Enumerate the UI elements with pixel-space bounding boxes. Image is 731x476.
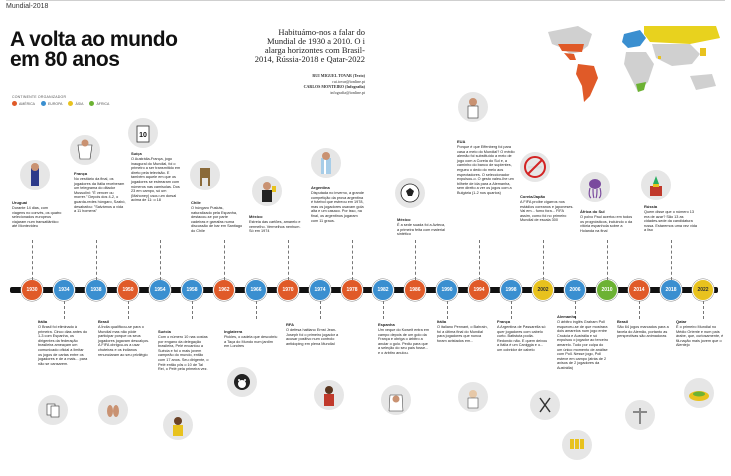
note-name: Uruguai [12, 200, 28, 205]
note-brasil-50 [98, 320, 150, 357]
map-south-america [576, 64, 598, 102]
illustration-kremlin [641, 170, 671, 200]
note-text: O húngaro Puskás, naturalizado pela Espanha, destacou-se por parte cadeiras e garrafas numa discussão de bar em Santiago do Chile [191, 206, 243, 234]
note-qatar [676, 320, 724, 348]
note-name: Chile [191, 200, 201, 205]
illustration-christ-redeemer [625, 400, 655, 430]
legend-swatch [41, 101, 46, 106]
note-africa-sul [580, 210, 634, 233]
note-mexico-70 [249, 215, 301, 234]
intro-text: Habituámo-nos a falar do Mundial de 1930 a 2010. O i alarga horizontes com Brasil-2014, Rússia-2018 e Qatar-2022 [254, 27, 365, 64]
legend-label: AMÉRICA [19, 101, 35, 106]
year-marker-1930: 1930 [21, 279, 43, 301]
note-name: Alemanha [557, 314, 577, 319]
illustration-cards [38, 395, 68, 425]
designer-email: infografia@ionline.pt [330, 89, 365, 95]
note-text: Estreia das cartões, amarelo e vermelho. Vermelhos nenhum. Só em 1974 [249, 220, 301, 234]
note-name: Itália [38, 319, 48, 324]
note-eua [457, 140, 515, 196]
note-uruguai [12, 201, 62, 229]
legend-label: ÁFRICA [96, 101, 110, 106]
year-marker-2010: 2010 [596, 279, 618, 301]
note-franca [74, 172, 126, 214]
year-marker-1978: 1978 [341, 279, 363, 301]
note-argentina [311, 186, 365, 223]
illustration-bare-feet [98, 395, 128, 425]
connector-line [703, 301, 704, 319]
headline-line-1: A volta ao mundo [10, 28, 178, 51]
connector-line [160, 240, 161, 280]
connector-line [256, 301, 257, 319]
year-marker-2022: 2022 [692, 279, 714, 301]
map-usa [558, 44, 584, 52]
legend-item [12, 101, 35, 106]
note-name: Rússia [644, 204, 658, 209]
year-marker-1938: 1938 [85, 279, 107, 301]
continent-legend [12, 95, 109, 106]
year-marker-1998: 1998 [500, 279, 522, 301]
year-marker-2018: 2018 [660, 279, 682, 301]
note-name: França [497, 319, 511, 324]
illustration-player-franca [70, 135, 100, 165]
note-text: O polvo Paul acertou em todos os prognósticos, incluindo o da vitória espanhola sobre a Holanda na final [580, 215, 633, 233]
year-marker-1954: 1954 [149, 279, 171, 301]
illustration-yellow-cards [562, 430, 592, 460]
credits [250, 73, 365, 95]
world-map [540, 20, 726, 105]
legend-item [68, 101, 83, 106]
illustration-no-smoking [520, 152, 550, 182]
connector-line [383, 301, 384, 319]
note-name: África do Sul [580, 209, 605, 214]
illustration-referee-cards [252, 176, 282, 206]
note-brasil-14 [617, 320, 669, 339]
note-name: México [249, 214, 263, 219]
map-europe [622, 30, 646, 48]
legend-item [89, 101, 109, 106]
section-label: Mundial-2018 [6, 3, 49, 10]
map-australia [690, 74, 716, 90]
note-name: EUA [457, 139, 466, 144]
note-coreia-japao [520, 195, 574, 223]
connector-line [671, 240, 672, 280]
legend-label: EUROPA [47, 101, 63, 106]
illustration-player-uruguai [20, 160, 50, 190]
top-rule [6, 0, 725, 1]
illustration-shirt-10 [128, 118, 158, 148]
note-italia-34 [38, 320, 88, 366]
note-suica [131, 152, 183, 203]
year-marker-1970: 1970 [277, 279, 299, 301]
note-name: Inglaterra [224, 329, 243, 334]
note-text: O italiano Pennant, o Bahrain, foi a última final do Mundial para jogadores que nunca foram avistados em... [437, 325, 488, 343]
connector-line [639, 301, 640, 319]
connector-line [320, 301, 321, 319]
note-text: É a sede suada foi a Azteca, a primeira feita com material sintético [397, 223, 446, 237]
note-name: Espanha [378, 322, 395, 327]
year-marker-2006: 2006 [564, 279, 586, 301]
legend-item [41, 101, 63, 106]
year-marker-1962: 1962 [213, 279, 235, 301]
illustration-octopus-paul [580, 172, 610, 202]
note-name: Brasil [98, 319, 110, 324]
note-text: O Brasil foi eliminado à primeira. Cinco dias antes do 1-3 com Espanha, os dirigentes da federação brasileira ameaçam um comunicado oficial a limitar os jogos de cartas entre os jogadores e de a mais... para não se cansarem. [38, 325, 88, 366]
note-name: Brasil [617, 319, 629, 324]
note-name: Qatar [676, 319, 687, 324]
illustration-pele [163, 410, 193, 440]
note-name: México [397, 217, 411, 222]
legend-label: ÁSIA [75, 101, 84, 106]
note-name: Coreia/Japão [520, 194, 546, 199]
connector-line [128, 301, 129, 319]
illustration-scissors [530, 390, 560, 420]
year-marker-2002: 2002 [532, 279, 554, 301]
note-text: Durante 14 dias, com viagens no convés, os quatro selecionados europeus viajaram num transatlântico até Montevideu [12, 206, 62, 229]
connector-line [415, 240, 416, 280]
headline [10, 30, 180, 70]
legend-swatch [89, 101, 94, 106]
connector-line [32, 240, 33, 280]
note-inglaterra [224, 330, 278, 349]
year-marker-1966: 1966 [245, 279, 267, 301]
connector-line [479, 240, 480, 280]
note-name: Itália [437, 319, 447, 324]
connector-line [288, 240, 289, 280]
note-text: Um xeque do Koweit entra em campo depois de um golo da França e obriga o árbitro a anular o golo. Pediu para que a seleção do seu país fosse... e o árbitro anulou. [378, 328, 430, 356]
author-email: rui.tovar@ionline.pt [332, 78, 365, 84]
connector-line [352, 240, 353, 280]
connector-line [543, 240, 544, 280]
year-marker-1990: 1990 [436, 279, 458, 301]
illustration-player-haiti [314, 380, 344, 410]
note-text: A Índia qualificou-se para o Mundial mas não pôde participar porque os seus jogadores jogavam descalços. A FIFA obrigou-os a usar chuteiras e os indianos renunciaram ao seu privilégio [98, 325, 150, 357]
note-name: Suécia [158, 329, 171, 334]
note-text: O árbitro inglês Graham Poll esqueceu-se de que mostrara dois amarelos num jogo entre Croácia e Austrália e só expulsou o jogador ao terceiro amarelo. Tudo por culpa do um único momento de análise com Poll. Nesse jogo, Poll esteve em campo (atrás de 2 avisos de 2 jogadores da Austrália) [557, 320, 609, 371]
note-text: É o primeiro Mundial no Médio Oriente e num país árabe, que, curiosamente, é fã-nação mais jovem que o Alentejo [676, 325, 724, 348]
map-qatar [658, 56, 661, 59]
author-credit: RUI MIGUEL TOVAR (Texto) [312, 73, 365, 78]
note-name: Argentina [311, 185, 330, 190]
note-name: Suíça [131, 151, 142, 156]
map-korea-japan [700, 48, 706, 56]
map-asia [652, 44, 700, 66]
headline-line-2: em 80 anos [10, 48, 120, 71]
note-suecia [158, 330, 210, 372]
connector-line [64, 301, 65, 319]
legend-swatch [12, 101, 17, 106]
year-marker-1958: 1958 [181, 279, 203, 301]
illustration-sheikh [381, 385, 411, 415]
designer-credit: CARLOS MONTEIRO (Infografia) [303, 84, 365, 89]
note-text: São 64 jogos marcados para a favela do Alemão, portanto as perspectivas são animadoras [617, 325, 669, 339]
note-text: A Argentina de Passarella só quer jogadores com cabelo curto. Batistuta podia. Redondo não. E quem deixou a Itália é um Caniggia e o... um cobridor de cabelo [497, 325, 548, 353]
year-marker-1986: 1986 [404, 279, 426, 301]
illustration-chair [190, 160, 220, 190]
note-rfa [286, 323, 340, 346]
year-marker-1934: 1934 [53, 279, 75, 301]
note-text: Porque é que Effenberg foi para casa a meio do Mundial? O médio alemão foi substituído a meio de jogo com a Coreia do Sul e, a caminho do banco de suplentes, ergueu o dedo do meio aos espectadores. O seleccionador expulsou-o. O gesto valeu-lhe um bilhete de ida para a Alemanha, sem direito a ver os jogos com a Bulgária (1-2 nos quartos) [457, 145, 515, 196]
note-text: O defesa haitiano Ernst Jean-Joseph foi o primeiro jogador a acusar positivo num controlo antidoping em plena Mundial [286, 328, 339, 346]
note-italia-90 [437, 320, 489, 343]
year-marker-1982: 1982 [372, 279, 394, 301]
note-mexico-86 [397, 218, 447, 237]
connector-line [224, 240, 225, 280]
note-alemanha [557, 315, 609, 371]
connector-line [192, 301, 193, 319]
illustration-effenberg [458, 92, 488, 122]
note-russia [644, 205, 698, 233]
year-marker-2014: 2014 [628, 279, 650, 301]
note-name: RFA [286, 322, 294, 327]
illustration-player-argentina [311, 148, 341, 178]
legend-swatch [68, 101, 73, 106]
connector-line [511, 301, 512, 319]
map-mexico [564, 53, 576, 60]
illustration-qatar-stadium [684, 378, 714, 408]
connector-line [96, 240, 97, 280]
illustration-dog-pickles [227, 367, 257, 397]
note-text: Disputada no inverno, a grande competição da prova argentina é futebol que estreou em 1978, mas os jogadores usavam gola alta e um casaco. Por isso, na final, os argentinos jogaram com 11 graus. [311, 191, 364, 223]
year-marker-1974: 1974 [309, 279, 331, 301]
year-marker-1950: 1950 [117, 279, 139, 301]
note-name: França [74, 171, 88, 176]
illustration-ball-azteca [395, 178, 425, 208]
illustration-pope [458, 382, 488, 412]
legend-title: CONTINENTE ORGANIZADOR [12, 95, 67, 99]
note-text: A FIFA proíbe cigarros nos estádios coreanos e japoneses. Vai em... fumo fora... FIFA assim, como foi no primeiro Mundial de escala 300 [520, 200, 574, 223]
year-marker-1994: 1994 [468, 279, 490, 301]
note-franca-98 [497, 320, 549, 353]
note-espanha [378, 323, 430, 356]
note-text: No vestiário da final, os jogadores da Itália receberam um telegrama do ditador Mussolini: "É vencer ou morrer." Depois dos 4-2, o guarda-redes húngaro, Szabó, desabafou: "Salvámos a vida a 11 homens" [74, 177, 126, 214]
note-text: Com o número 10 nas costas por engano da delegação brasileira, Pelé encantou a Suécia e foi o mais jovem campeão do mundo, então com 17 anos. Seu dirigente, o Pelé então pôs o 10 de Tal Rei, o Pelé pela primeira vez. [158, 335, 209, 372]
map-russia [644, 26, 720, 44]
note-text: Pickles, o cadela que descobriu a Taça do Mundo num jardim em Londres [224, 335, 278, 349]
note-chile [191, 201, 243, 234]
svg-text:10: 10 [139, 132, 147, 139]
connector-line [447, 301, 448, 319]
connector-line [607, 240, 608, 280]
note-text: O Austrália-França, jogo inaugural do Mundial, foi o primeiro a ser transmitido em direto pela televisão. E também aquele em que os jogadores se estrearam com números nas camisolas. Dos 23 em campo, só um (Mahoney) usou um dorsal acima de 11: o 18 [131, 157, 181, 203]
note-text: Quem disse que o número 13 era de azar? São 13 as cidades-sede da candidatura russa. Estaremos uma vez vida a liso [644, 210, 697, 233]
legend-items [12, 101, 109, 106]
